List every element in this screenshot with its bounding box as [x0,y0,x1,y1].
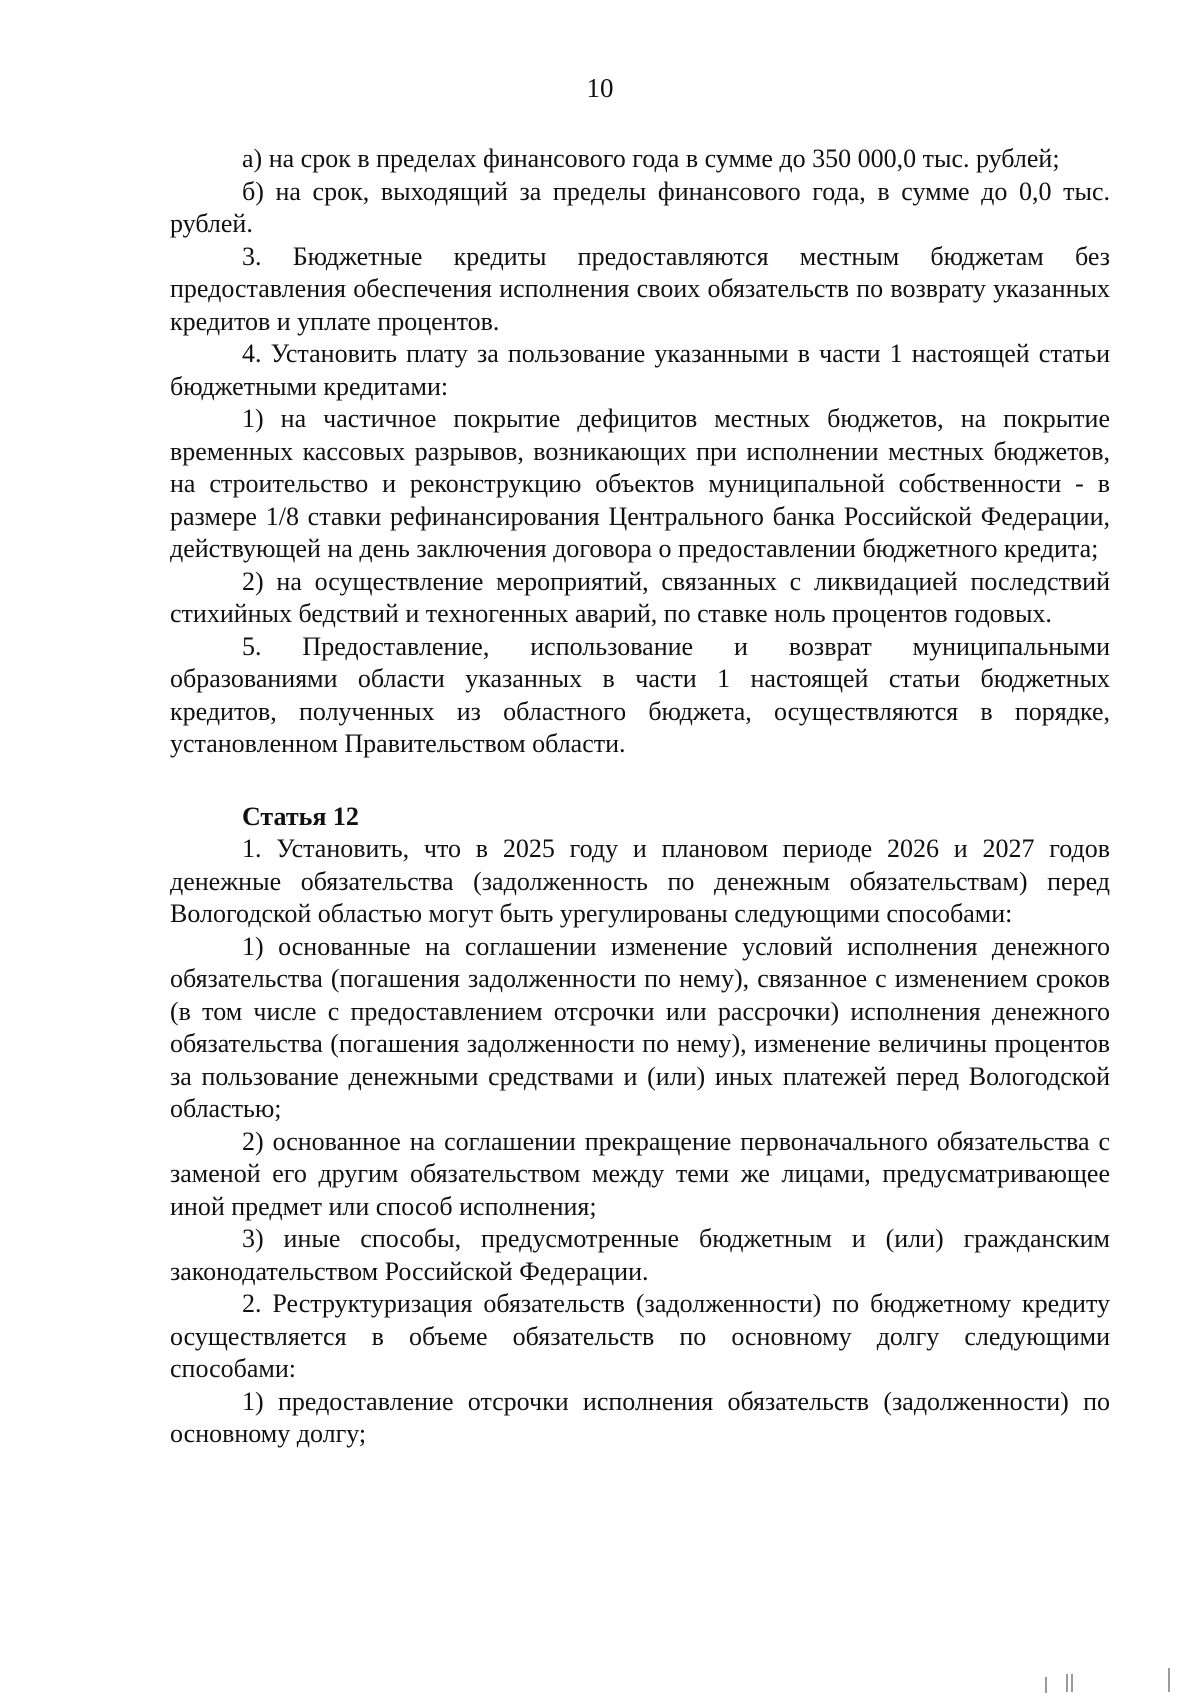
section-after-heading [170,833,1110,1451]
paragraph-part-4-item-2: 2) на осуществление мероприятий, связанных с ликвидацией последствий стихийных бедствий и техногенных аварий, по ставке ноль процентов годовых. [170,566,1110,628]
section-before-heading [170,143,1110,761]
article-heading: Статья 12 [242,801,359,831]
paragraph-article-12-part-2-item-1: 1) предоставление отсрочки исполнения обязательств (задолженности) по основному долгу; [170,1386,1110,1448]
scan-mark-3 [1071,1674,1073,1692]
paragraph-article-12-part-1-item-2: 2) основанное на соглашении прекращение первоначального обязательства с заменой его другим обязательством между теми же лицами, предусматривающее иной предмет или способ исполнения; [170,1126,1110,1221]
page-number: 10 [586,73,614,103]
paragraph-item-a: а) на срок в пределах финансового года в сумме до 350 000,0 тыс. рублей; [242,144,1060,173]
paragraph-part-4-item-1: 1) на частичное покрытие дефицитов местных бюджетов, на покрытие временных кассовых разрывов, возникающих при исполнении местных бюджетов, на строительство и реконструкцию объектов муниципальной собственности - в размере 1/8 ставки рефинансирования Центрального банка Российской Федерации, действующей на день заключения договора о предоставлении бюджетного кредита; [170,404,1110,563]
paragraph-article-12-part-2: 2. Реструктуризация обязательств (задолженности) по бюджетному кредиту осуществляется в объеме обязательств по основному долгу следующими способами: [170,1289,1110,1383]
paragraph-article-12-part-1: 1. Установить, что в 2025 году и плановом периоде 2026 и 2027 годов денежные обязательства (задолженность по денежным обязательствам) перед Вологодской областью могут быть урегулированы следующими способами: [170,834,1110,928]
paragraph-article-12-part-1-item-3: 3) иные способы, предусмотренные бюджетным и (или) гражданским законодательством Российской Федерации. [170,1224,1110,1286]
paragraph-part-3: 3. Бюджетные кредиты предоставляются местным бюджетам без предоставления обеспечения исполнения своих обязательств по возврату указанных кредитов и уплате процентов. [170,241,1110,336]
scan-mark-2 [1066,1674,1068,1692]
paragraph-part-4: 4. Установить плату за пользование указанными в части 1 настоящей статьи бюджетными кредитами: [170,339,1110,401]
paragraph-article-12-part-1-item-1: 1) основанные на соглашении изменение условий исполнения денежного обязательства (погашения задолженности по нему), связанное с изменением сроков (в том числе с предоставлением отсрочки или рассрочки) исполнения денежного обязательства (погашения задолженности по нему), изменение величины процентов за пользование денежными средствами и (или) иных платежей перед Вологодской областью; [170,931,1110,1123]
scan-mark-4 [1168,1668,1170,1692]
paragraph-item-b: б) на срок, выходящий за пределы финансового года, в сумме до 0,0 тыс. рублей. [170,176,1110,238]
scan-mark-1 [1045,1677,1047,1693]
paragraph-part-5: 5. Предоставление, использование и возврат муниципальными образованиями области указанных в части 1 настоящей статьи бюджетных кредитов, полученных из областного бюджета, осуществляются в порядке, установленном Правительством области. [170,631,1110,758]
document-body [170,143,1110,1451]
